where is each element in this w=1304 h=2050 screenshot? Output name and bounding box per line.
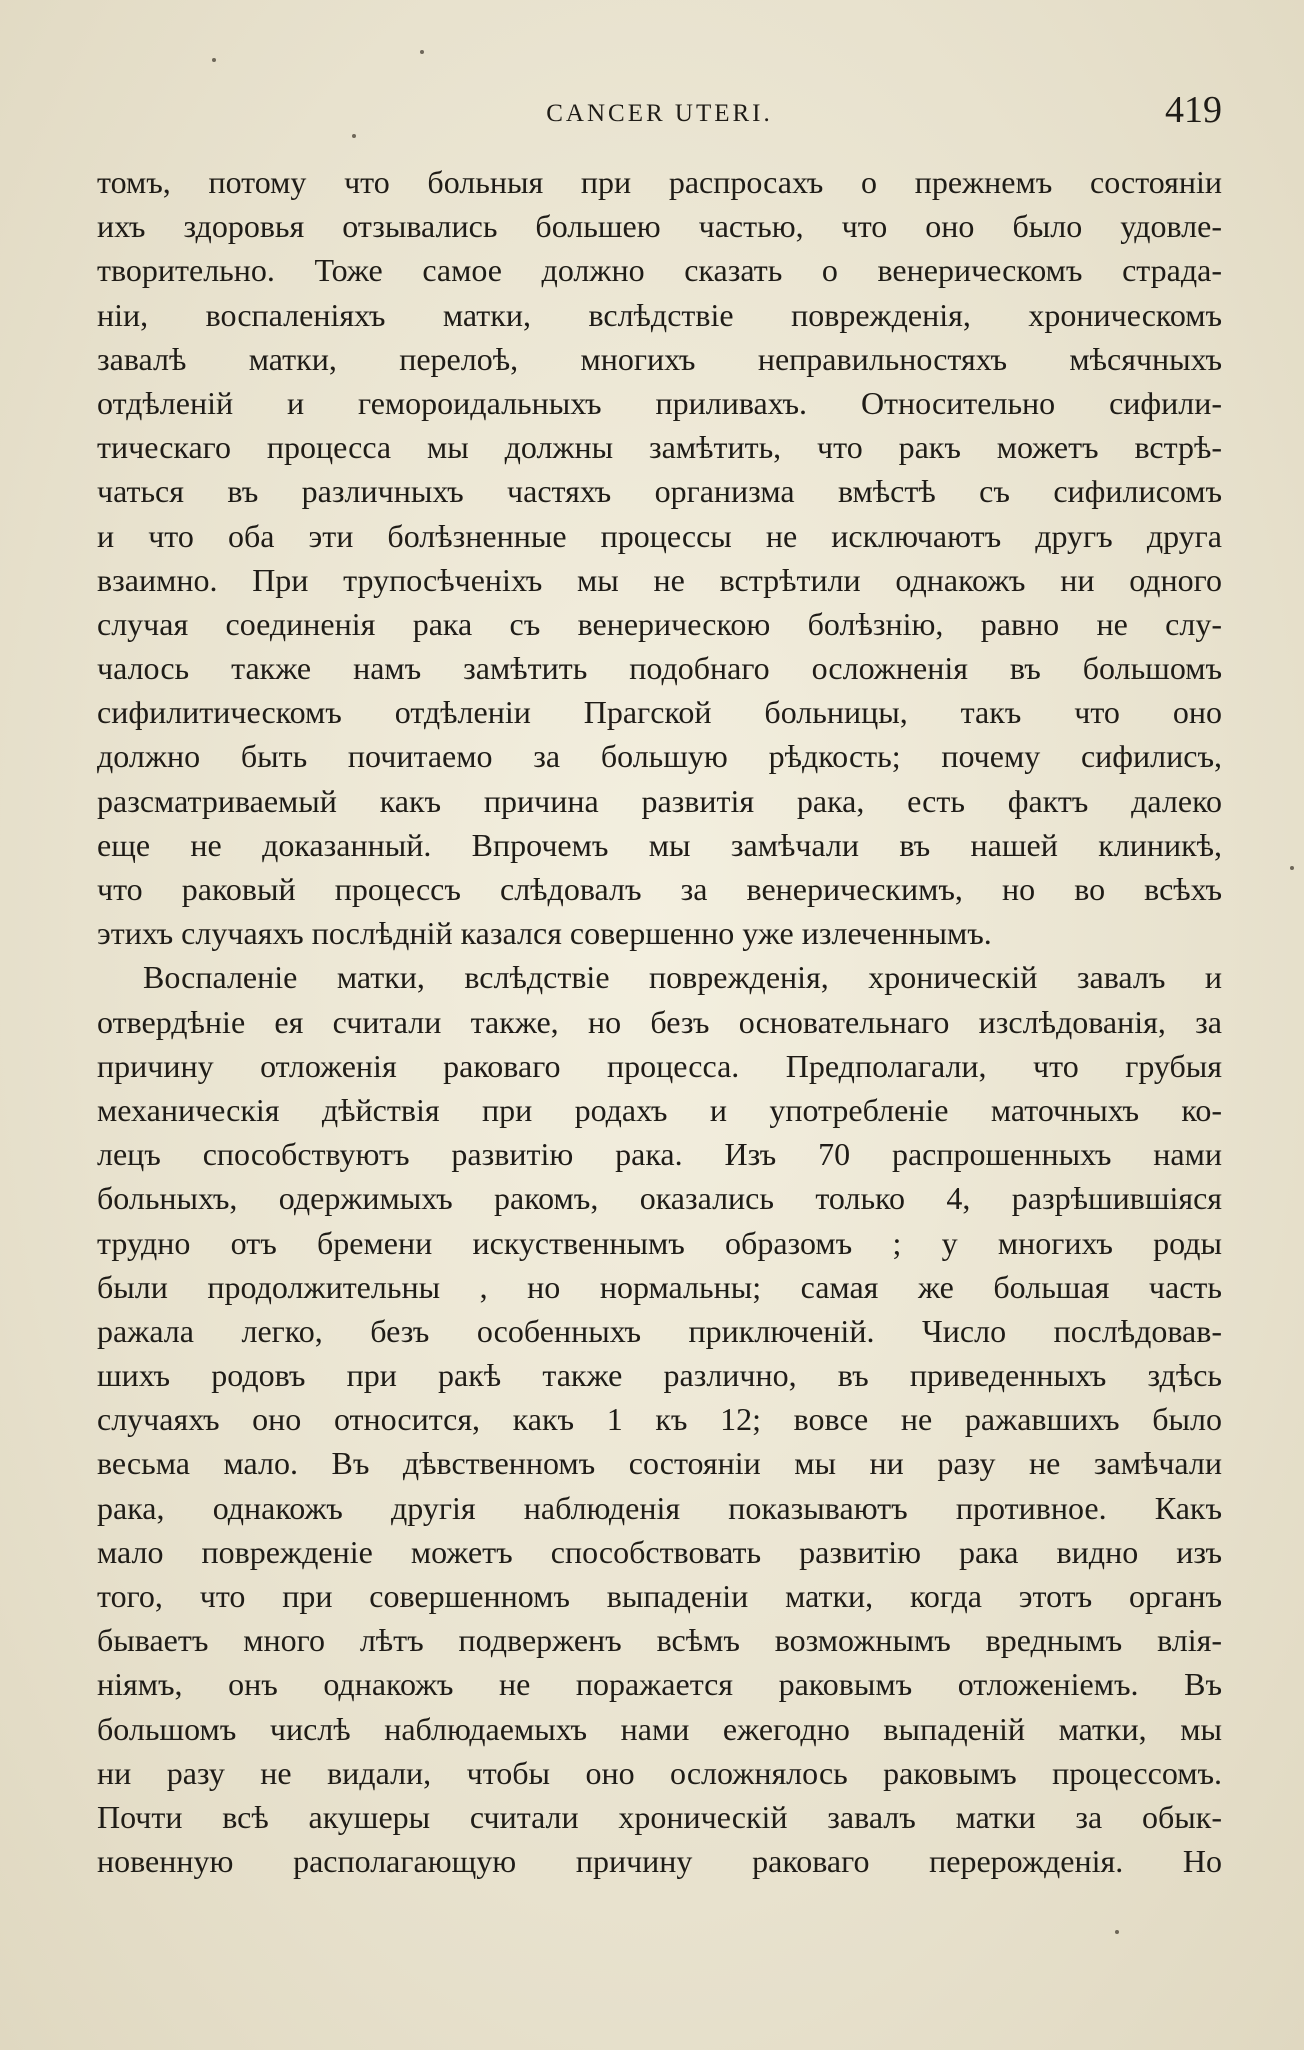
text-line: этихъ случаяхъ послѣднiй казался совершенно уже излеченнымъ. bbox=[97, 915, 992, 952]
text-line: томъ, потому что больныя при распросахъ о прежнемъ состоянiи bbox=[97, 164, 1222, 200]
text-line: Почти всѣ акушеры считали хроническiй завалъ матки за обык- bbox=[97, 1798, 1222, 1835]
text-line: чалось также намъ замѣтить подобнаго осложненiя въ большомъ bbox=[97, 650, 1222, 687]
running-title: CANCER UTERI. bbox=[546, 100, 773, 127]
text-line: еще не доказанный. Впрочемъ мы замѣчали въ нашей клиникѣ, bbox=[97, 826, 1222, 863]
text-line: нiямъ, онъ однакожъ не поражается раковымъ отложенiемъ. Въ bbox=[97, 1666, 1222, 1703]
text-line: новенную располагающую причину раковаго перерожденiя. Но bbox=[97, 1843, 1222, 1880]
print-speck bbox=[420, 50, 424, 54]
text-line: творительно. Тоже самое должно сказать о венерическомъ страда- bbox=[97, 252, 1222, 289]
text-line: нiи, воспаленiяхъ матки, вслѣдствiе поврежденiя, хроническомъ bbox=[97, 296, 1222, 333]
print-speck bbox=[352, 134, 356, 138]
text-line: трудно отъ бремени искуственнымъ образомъ ; у многихъ роды bbox=[97, 1224, 1222, 1261]
text-line: сифилитическомъ отдѣленiи Прагской больницы, такъ что оно bbox=[97, 694, 1222, 731]
text-line: завалѣ матки, перелоѣ, многихъ неправильностяхъ мѣсячныхъ bbox=[97, 340, 1222, 377]
text-line: весьма мало. Въ дѣвственномъ состоянiи мы ни разу не замѣчали bbox=[97, 1445, 1222, 1482]
text-line: больныхъ, одержимыхъ ракомъ, оказались только 4, разрѣшившiяся bbox=[97, 1180, 1222, 1217]
text-line: причину отложенiя раковаго процесса. Предполагали, что грубыя bbox=[97, 1047, 1222, 1084]
page-number: 419 bbox=[1165, 89, 1222, 131]
text-line: тическаго процесса мы должны замѣтить, что ракъ можетъ встрѣ- bbox=[97, 429, 1222, 466]
text-line: того, что при совершенномъ выпаденiи матки, когда этотъ органъ bbox=[97, 1578, 1222, 1614]
print-speck bbox=[1115, 1930, 1119, 1934]
text-line: большомъ числѣ наблюдаемыхъ нами ежегодно выпаденiй матки, мы bbox=[97, 1710, 1222, 1747]
text-line: отдѣленiй и гемороидальныхъ приливахъ. Относительно сифили- bbox=[97, 384, 1222, 421]
text-line: ихъ здоровья отзывались большею частью, что оно было удовле- bbox=[97, 208, 1222, 245]
text-line: случаяхъ оно относится, какъ 1 къ 12; вовсе не ражавшихъ было bbox=[97, 1401, 1222, 1438]
text-line: рака, однакожъ другiя наблюденiя показываютъ противное. Какъ bbox=[97, 1489, 1222, 1526]
text-line: должно быть почитаемо за большую рѣдкость; почему сифилисъ, bbox=[97, 738, 1222, 775]
text-line: разсматриваемый какъ причина развитiя рака, есть фактъ далеко bbox=[97, 782, 1222, 819]
text-line: случая соединенiя рака съ венерическою болѣзнiю, равно не слу- bbox=[97, 605, 1222, 642]
text-line: механическiя дѣйствiя при родахъ и употребленiе маточныхъ ко- bbox=[97, 1091, 1222, 1128]
paragraph-first-line: Воспаленiе матки, вслѣдствiе поврежденiя, хроническiй завалъ и bbox=[143, 959, 1222, 996]
text-line: ражала легко, безъ особенныхъ приключенiй. Число послѣдовав- bbox=[97, 1312, 1222, 1349]
body-text bbox=[97, 160, 1222, 1883]
text-line: лецъ способствуютъ развитiю рака. Изъ 70 распрошенныхъ нами bbox=[97, 1136, 1222, 1173]
text-line: ни разу не видали, чтобы оно осложнялось раковымъ процессомъ. bbox=[97, 1754, 1222, 1791]
text-line: были продолжительны , но нормальны; самая же большая часть bbox=[97, 1268, 1222, 1305]
text-line: бываетъ много лѣтъ подверженъ всѣмъ возможнымъ вреднымъ влiя- bbox=[97, 1622, 1222, 1659]
print-speck bbox=[1290, 866, 1294, 870]
text-line: шихъ родовъ при ракѣ также различно, въ приведенныхъ здѣсь bbox=[97, 1357, 1222, 1394]
text-line: отвердѣнiе ея считали также, но безъ основательнаго изслѣдованiя, за bbox=[97, 1003, 1222, 1040]
running-head bbox=[97, 88, 1222, 138]
text-line: чаться въ различныхъ частяхъ организма вмѣстѣ съ сифилисомъ bbox=[97, 473, 1222, 510]
print-speck bbox=[212, 58, 216, 62]
text-line: мало поврежденiе можетъ способствовать развитiю рака видно изъ bbox=[97, 1533, 1222, 1570]
text-line: взаимно. При трупосѣченiхъ мы не встрѣтили однакожъ ни одного bbox=[97, 561, 1222, 598]
text-line: и что оба эти болѣзненные процессы не исключаютъ другъ друга bbox=[97, 517, 1222, 554]
text-line: что раковый процессъ слѣдовалъ за венерическимъ, но во всѣхъ bbox=[97, 871, 1222, 907]
